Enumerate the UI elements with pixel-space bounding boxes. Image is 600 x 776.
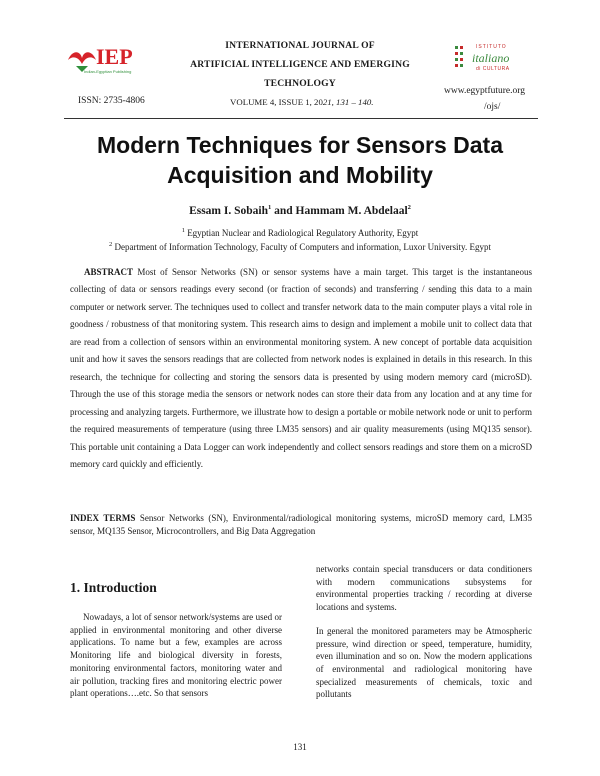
- publisher-logo: [66, 42, 146, 78]
- affiliation: [40, 242, 560, 252]
- journal-title-line: INTERNATIONAL JOURNAL OF: [225, 40, 375, 51]
- author-name: Essam I. Sobaih: [189, 205, 268, 217]
- authors: [60, 205, 540, 217]
- index-terms-label: INDEX TERMS: [70, 513, 136, 523]
- volume-issue-label: [230, 97, 373, 107]
- paper-title-line: Acquisition and Mobility: [167, 162, 433, 188]
- intro-paragraph: In general the monitored parameters may be Atmospheric pressure, wind direction or speed, temperature, humidity, even illumination and so on. Now the modern applications of environmental and radiological monitoring have specialized measurements of chemicals, toxic and pollutants: [316, 625, 532, 700]
- author-affiliation-mark: 2: [407, 204, 411, 212]
- author-conjunction: and: [271, 205, 296, 217]
- journal-title-line: ARTIFICIAL INTELLIGENCE AND EMERGING: [190, 59, 410, 70]
- partner-logo: [452, 42, 532, 78]
- journal-url[interactable]: www.egyptfuture.org: [444, 86, 525, 96]
- abstract-text: Most of Sensor Networks (SN) or sensor systems have a main target. This target is the instantaneous collecting of data or sensors readings every second (or fraction of seconds) and transferring / sending this data to a main computer or network server. The techniques used to collect and transfer network data to the main computer plays a vital role in goodness / robustness of that monitoring system. This research aims to design and implement a mobile unit to collect data that are read from a collection of sensors within an environmental monitoring system. A new concept of portable data acquisition unit and how it saves the sensors readings that are collected from network nodes is explained in details in this research. In this research, the technique for collecting and storing the sensors data is presented by using modern memory card (microSD). Through the use of this storage media the sensors or network nodes can store their data from any location and at any time for processing and analyzing targets. Furthermore, we illustrate how to design a portable or mobile network node or unit to perform the required measurements of temperature (using three LM35 sensors) and air quality measurements (using MQ135 sensor). This portable unit containing a Data Logger can work independently and collect sensors readings and store them on a microSD memory card quickly and efficiently.: [70, 267, 532, 469]
- index-terms: [70, 512, 532, 538]
- journal-title: [180, 36, 420, 93]
- issn-label: ISSN: 2735-4806: [78, 96, 145, 106]
- partner-logo-text-bottom: di CULTURA: [476, 66, 510, 72]
- author-affiliation-mark: 1: [268, 204, 272, 212]
- volume-text: VOLUME 4, ISSUE 1, 20: [230, 97, 323, 107]
- index-terms-text: Sensor Networks (SN), Environmental/radiological monitoring systems, microSD memory card, LM35 sensor, MQ135 Sensor, Microcontrollers, and Big Data Aggregation: [70, 513, 532, 536]
- paper-title-line: Modern Techniques for Sensors Data: [97, 132, 503, 158]
- section-heading: 1. Introduction: [70, 580, 157, 595]
- abstract: [70, 264, 532, 473]
- intro-left-column: Nowadays, a lot of sensor network/systems are used or applied in environmental monitoring and other diverse applications. To name but a few, examples are across Monitoring life and biological diversity in forests, monitoring environmental factors, monitoring water and air pollution, tracking fires and monitoring electric power plant operations….etc. So that sensors: [70, 612, 282, 699]
- header-divider: [64, 118, 538, 119]
- intro-right-column: [316, 563, 532, 712]
- author-name: Hammam M. Abdelaal: [295, 205, 408, 217]
- abstract-label: ABSTRACT: [84, 267, 134, 277]
- publisher-logo-text: IEP: [96, 44, 133, 69]
- partner-logo-text-main: italiano: [472, 51, 510, 65]
- page-number: 131: [293, 742, 307, 752]
- partner-logo-text-top: ISTITUTO: [476, 44, 507, 50]
- intro-paragraph: networks contain special transducers or data conditioners with modern communications subsystems for environmental properties tracking / recording at diverse locations and systems.: [316, 564, 532, 613]
- publisher-logo-caption: Indian-Egyptian Publishing: [84, 69, 132, 74]
- journal-url-path[interactable]: /ojs/: [484, 102, 501, 112]
- paper-title: [60, 130, 540, 190]
- affiliation-text: Egyptian Nuclear and Radiological Regulatory Authority, Egypt: [184, 228, 419, 238]
- affiliation-text: Department of Information Technology, Faculty of Computers and information, Luxor University. Egypt: [112, 242, 491, 252]
- affiliation-mark: 2: [109, 241, 113, 248]
- journal-title-line: TECHNOLOGY: [264, 78, 336, 89]
- volume-pages: 21, 131 – 140.: [322, 97, 374, 107]
- affiliation-mark: 1: [181, 227, 185, 234]
- affiliation: [40, 228, 560, 238]
